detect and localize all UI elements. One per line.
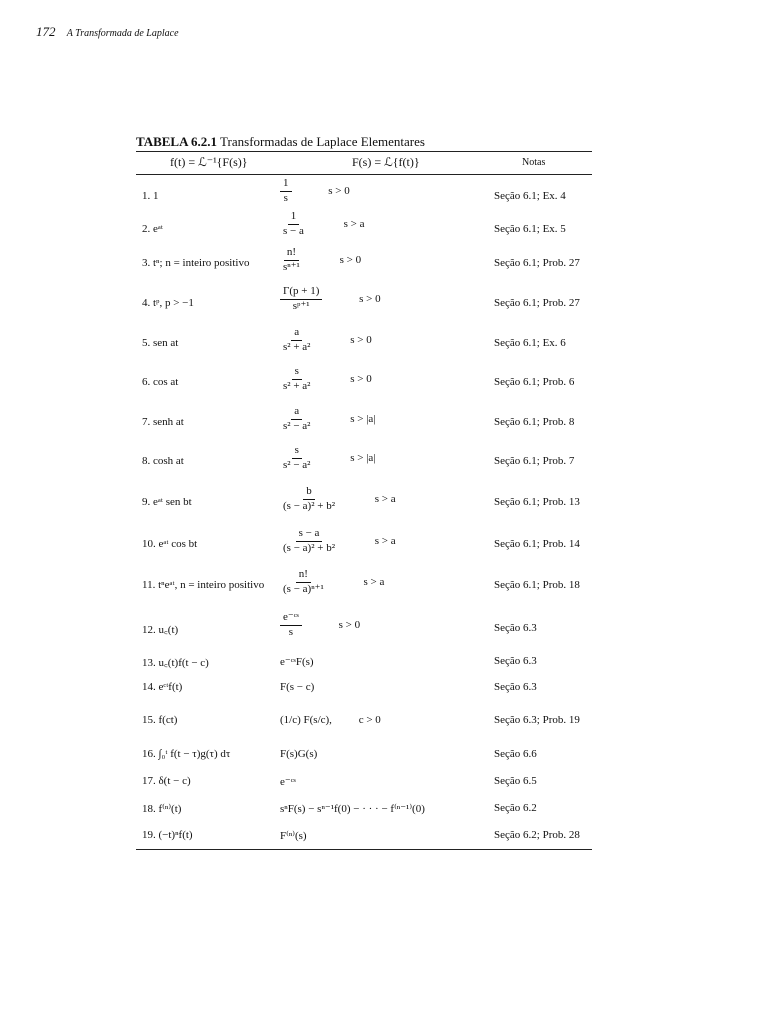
col-notes: Seção 6.3; Prob. 19 xyxy=(494,714,580,726)
denominator: s − a xyxy=(283,224,304,237)
numerator: 1 xyxy=(280,178,292,192)
table-caption xyxy=(136,134,425,150)
column-header-notes: Notas xyxy=(522,157,546,168)
col-f: 8. cosh at xyxy=(142,455,184,467)
col-F xyxy=(280,211,365,237)
col-notes: Seção 6.1; Prob. 8 xyxy=(494,416,575,428)
numerator: Γ(p + 1) xyxy=(280,286,322,300)
col-notes: Seção 6.2 xyxy=(494,802,537,814)
denominator: s² − a² xyxy=(283,419,311,432)
col-f: 7. senh at xyxy=(142,416,184,428)
column-header-F: F(s) = ℒ{f(t)} xyxy=(352,155,420,169)
condition: s > |a| xyxy=(350,451,376,464)
denominator: (s − a)² + b² xyxy=(283,541,335,554)
col-f: 11. tⁿeᵃᵗ, n = inteiro positivo xyxy=(142,579,265,591)
book-title: A Transformada de Laplace xyxy=(66,28,179,39)
col-f: 18. f⁽ⁿ⁾(t) xyxy=(142,803,182,815)
col-notes: Seção 6.1; Prob. 18 xyxy=(494,579,580,591)
col-F: sⁿF(s) − sⁿ⁻¹f(0) − · · · − f⁽ⁿ⁻¹⁾(0) xyxy=(280,803,425,815)
col-notes: Seção 6.3 xyxy=(494,622,537,634)
denominator: (s − a)ⁿ⁺¹ xyxy=(283,582,324,595)
col-F xyxy=(280,569,384,595)
condition: s > 0 xyxy=(328,184,350,197)
col-F xyxy=(280,247,361,273)
condition: s > 0 xyxy=(339,253,362,266)
col-f: 10. eᵃᵗ cos bt xyxy=(142,538,198,550)
col-f: 13. u꜀(t)f(t − c) xyxy=(142,657,209,669)
col-F xyxy=(280,286,381,312)
col-f: 5. sen at xyxy=(142,337,179,349)
col-F xyxy=(280,327,372,353)
table-caption-title: Transformadas de Laplace Elementares xyxy=(220,134,425,149)
condition: s > a xyxy=(363,575,385,588)
col-f: 15. f(ct) xyxy=(142,714,178,726)
col-notes: Seção 6.1; Ex. 5 xyxy=(494,223,566,235)
denominator: s² + a² xyxy=(283,340,311,353)
page-number: 172 xyxy=(36,24,56,39)
numerator: n! xyxy=(296,569,311,583)
condition: s > 0 xyxy=(350,372,372,385)
table-header-rule xyxy=(136,174,592,175)
col-notes: Seção 6.2; Prob. 28 xyxy=(494,829,580,841)
col-notes: Seção 6.1; Prob. 13 xyxy=(494,496,580,508)
denominator: sᵖ⁺¹ xyxy=(292,299,310,312)
col-notes: Seção 6.1; Prob. 14 xyxy=(494,538,580,550)
numerator: s xyxy=(292,366,302,380)
numerator: e⁻ᶜˢ xyxy=(280,612,302,626)
page-header xyxy=(36,24,179,40)
col-f: 6. cos at xyxy=(142,376,179,388)
col-F: F(s − c) xyxy=(280,681,315,693)
denominator: s² + a² xyxy=(283,379,311,392)
col-f: 12. u꜀(t) xyxy=(142,624,179,636)
col-F xyxy=(280,486,396,512)
col-F xyxy=(280,714,381,726)
col-notes: Seção 6.3 xyxy=(494,655,537,667)
col-F xyxy=(280,178,350,204)
col-notes: Seção 6.6 xyxy=(494,748,537,760)
col-notes: Seção 6.1; Ex. 4 xyxy=(494,190,566,202)
col-f: 14. eᶜᵗf(t) xyxy=(142,681,183,693)
col-F: e⁻ᶜˢ xyxy=(280,776,296,788)
col-f: 17. δ(t − c) xyxy=(142,775,191,787)
col-notes: Seção 6.5 xyxy=(494,775,537,787)
col-F xyxy=(280,528,396,554)
denominator: s xyxy=(288,625,294,638)
condition: s > 0 xyxy=(338,618,361,631)
col-F: F(s)G(s) xyxy=(280,748,318,760)
numerator: s xyxy=(292,445,302,459)
numerator: s − a xyxy=(296,528,323,542)
col-F: e⁻ᶜˢF(s) xyxy=(280,656,314,668)
col-f: 1. 1 xyxy=(142,190,159,202)
col-notes: Seção 6.1; Prob. 27 xyxy=(494,297,580,309)
numerator: 1 xyxy=(288,211,300,225)
numerator: a xyxy=(291,406,302,420)
table-bottom-rule xyxy=(136,849,592,850)
denominator: sⁿ⁺¹ xyxy=(283,260,300,273)
col-f: 16. ∫₀ᵗ f(t − τ)g(τ) dτ xyxy=(142,748,231,760)
col-notes: Seção 6.3 xyxy=(494,681,537,693)
col-F xyxy=(280,366,372,392)
col-f: 3. tⁿ; n = inteiro positivo xyxy=(142,257,250,269)
denominator: s xyxy=(283,191,288,204)
column-header-f: f(t) = ℒ⁻¹{F(s)} xyxy=(170,155,248,169)
denominator: (s − a)² + b² xyxy=(283,499,335,512)
col-notes: Seção 6.1; Prob. 27 xyxy=(494,257,580,269)
condition: s > |a| xyxy=(350,412,376,425)
col-notes: Seção 6.1; Prob. 6 xyxy=(494,376,575,388)
col-notes: Seção 6.1; Ex. 6 xyxy=(494,337,566,349)
col-f: 4. tᵖ, p > −1 xyxy=(142,297,194,309)
col-f: 9. eᵃᵗ sen bt xyxy=(142,496,192,508)
denominator: s² − a² xyxy=(283,458,311,471)
col-f: 19. (−t)ⁿf(t) xyxy=(142,829,193,841)
condition: s > a xyxy=(374,492,396,505)
condition: s > a xyxy=(374,534,396,547)
condition: c > 0 xyxy=(358,714,381,726)
table-top-rule xyxy=(136,151,592,152)
col-notes: Seção 6.1; Prob. 7 xyxy=(494,455,575,467)
condition: s > 0 xyxy=(350,333,372,346)
expression: (1/c) F(s/c), xyxy=(280,714,332,726)
col-F xyxy=(280,445,376,471)
col-F xyxy=(280,612,360,638)
numerator: n! xyxy=(284,247,299,261)
condition: s > a xyxy=(343,217,365,230)
table-caption-label: TABELA 6.2.1 xyxy=(136,134,218,149)
numerator: b xyxy=(303,486,315,500)
condition: s > 0 xyxy=(359,292,381,305)
col-f: 2. eᵃᵗ xyxy=(142,223,163,235)
col-F xyxy=(280,406,376,432)
numerator: a xyxy=(291,327,302,341)
col-F: F⁽ⁿ⁾(s) xyxy=(280,830,307,842)
